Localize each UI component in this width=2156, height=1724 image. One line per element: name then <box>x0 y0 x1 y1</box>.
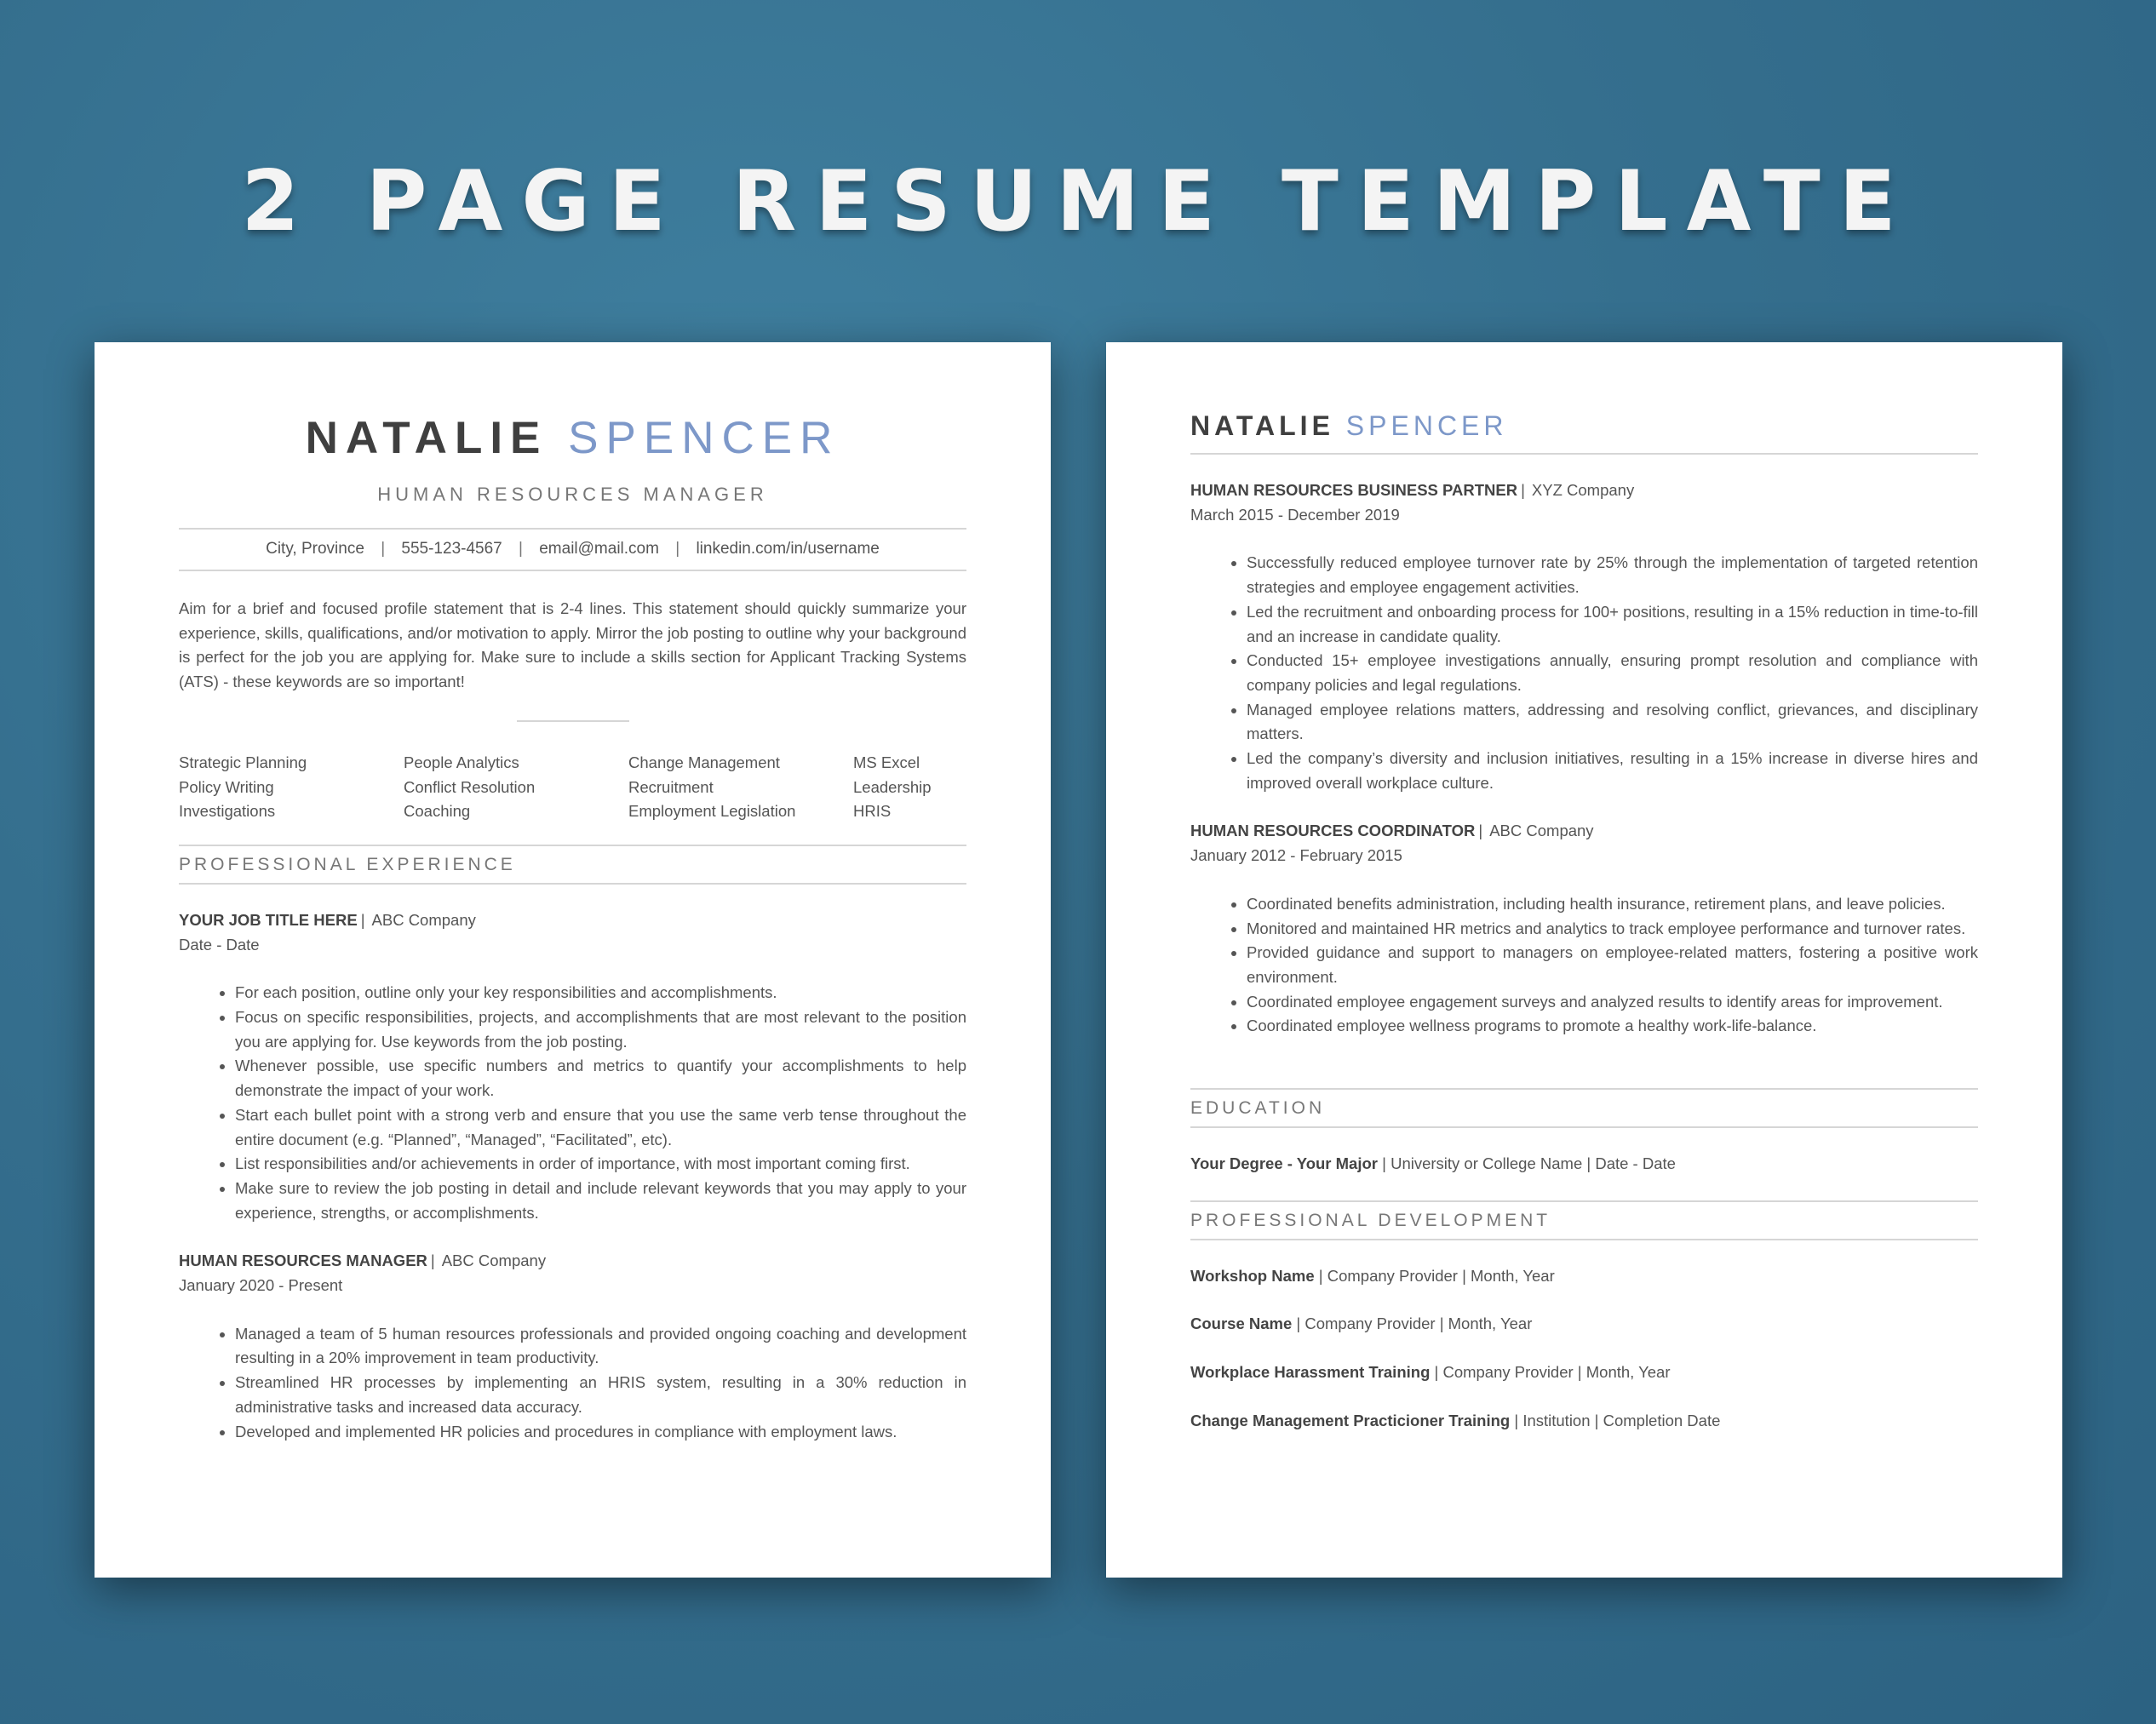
bullet-item: • Monitored and maintained HR metrics and analytics to track employee performance and turnover rates. <box>1247 917 1978 942</box>
job-title: HUMAN RESOURCES BUSINESS PARTNER <box>1190 481 1518 499</box>
section-heading-education: EDUCATION <box>1190 1098 1326 1119</box>
development-entry <box>1190 1264 1978 1289</box>
resume-page-2 <box>1106 342 2062 1578</box>
skill-item: HRIS <box>853 802 892 821</box>
development-details: | Company Provider | Month, Year <box>1296 1314 1533 1333</box>
job-title-heading: HUMAN RESOURCES MANAGER <box>377 484 768 505</box>
skill-item: MS Excel <box>853 753 920 771</box>
job-bullets <box>179 981 966 1225</box>
divider <box>179 883 966 885</box>
job-dates: Date - Date <box>179 935 260 954</box>
job-dates: January 2012 - February 2015 <box>1190 846 1402 865</box>
bullet-item: • Coordinated employee wellness programs to promote a healthy work-life-balance. <box>1247 1014 1978 1039</box>
job-dates: March 2015 - December 2019 <box>1190 505 1400 524</box>
resume-page-1 <box>95 342 1051 1578</box>
development-entry <box>1190 1360 1978 1385</box>
section-heading-development: PROFESSIONAL DEVELOPMENT <box>1190 1210 1551 1230</box>
skill-item: Policy Writing <box>179 777 274 796</box>
bullet-item: • Provided guidance and support to managers on employee-related matters, fostering a positive work environment. <box>1247 941 1978 989</box>
development-details: | Institution | Completion Date <box>1514 1411 1721 1429</box>
contact-linkedin: linkedin.com/in/username <box>696 540 880 558</box>
education-degree: Your Degree - Your Major <box>1190 1154 1378 1173</box>
job-bullets <box>1190 892 1978 1039</box>
development-name: Workplace Harassment Training <box>1190 1363 1431 1382</box>
contact-phone: 555-123-4567 <box>401 540 502 558</box>
skills-grid <box>179 751 966 824</box>
job-bullets <box>179 1322 966 1445</box>
contact-location: City, Province <box>266 540 364 558</box>
contact-separator: | <box>519 540 523 558</box>
profile-summary: Aim for a brief and focused profile statement that is 2-4 lines. This statement should quickly summarize your experience, skills, qualifications, and/or motivation to apply. Mirror the job posting to outline why your background is perfect for the job you are applying for. Make sure to include a skills section for Applicant Tracking Systems (ATS) - these keywords are so important! <box>179 599 966 691</box>
bullet-item: • Focus on specific responsibilities, projects, and accomplishments that are most relevant to the position you are applying for. Use keywords from the job posting. <box>235 1005 966 1054</box>
development-entry <box>1190 1409 1978 1434</box>
bullet-item: • Coordinated benefits administration, including health insurance, retirement plans, and leave policies. <box>1247 892 1978 917</box>
skill-item: Recruitment <box>628 777 714 796</box>
job-header: HUMAN RESOURCES BUSINESS PARTNER | XYZ Company <box>1190 481 1635 499</box>
divider <box>1190 1239 1978 1240</box>
skill-item: Change Management <box>628 753 780 771</box>
skill-item: Leadership <box>853 777 932 796</box>
development-name: Course Name <box>1190 1314 1293 1333</box>
short-divider <box>517 720 629 722</box>
contact-separator: | <box>675 540 680 558</box>
resume-name <box>1190 409 1978 443</box>
divider <box>1190 453 1978 455</box>
bullet-item: • Conducted 15+ employee investigations annually, ensuring prompt resolution and compliance with company policies and legal regulations. <box>1247 649 1978 697</box>
job-title: HUMAN RESOURCES COORDINATOR <box>1190 822 1476 840</box>
skill-item: People Analytics <box>404 753 519 771</box>
skill-item: Employment Legislation <box>628 802 796 821</box>
contact-email: email@mail.com <box>539 540 659 558</box>
contact-line <box>179 530 966 570</box>
bullet-item: • Led the recruitment and onboarding process for 100+ positions, resulting in a 15% reduction in time-to-fill and an increase in candidate quality. <box>1247 600 1978 649</box>
job-entry <box>179 1249 966 1444</box>
bullet-item: • Coordinated employee engagement surveys and analyzed results to identify areas for improvement. <box>1247 990 1978 1015</box>
first-name: NATALIE <box>1190 410 1334 441</box>
last-name: SPENCER <box>1345 410 1508 441</box>
bullet-item: • Make sure to review the job posting in detail and include relevant keywords that you may apply to your experience, strengths, or accomplishments. <box>235 1177 966 1225</box>
bullet-item: • List responsibilities and/or achievements in order of importance, with most important coming first. <box>235 1152 966 1177</box>
skill-item: Coaching <box>404 802 471 821</box>
development-details: | Company Provider | Month, Year <box>1318 1266 1555 1285</box>
skill-item: Investigations <box>179 802 276 821</box>
development-name: Change Management Practicioner Training <box>1190 1411 1511 1429</box>
bullet-item: • For each position, outline only your key responsibilities and accomplishments. <box>235 981 966 1005</box>
development-entry <box>1190 1312 1978 1337</box>
resume-name <box>179 409 966 468</box>
job-header: HUMAN RESOURCES COORDINATOR | ABC Company <box>1190 822 1594 840</box>
bullet-item: • Managed employee relations matters, addressing and resolving conflict, grievances, and disciplinary matters. <box>1247 698 1978 747</box>
first-name: NATALIE <box>305 413 548 463</box>
job-entry <box>1190 478 1978 795</box>
job-header: HUMAN RESOURCES MANAGER | ABC Company <box>179 1251 547 1270</box>
contact-separator: | <box>381 540 386 558</box>
job-entry <box>179 908 966 1225</box>
job-header: YOUR JOB TITLE HERE | ABC Company <box>179 910 476 929</box>
job-dates: January 2020 - Present <box>179 1276 343 1295</box>
bullet-item: • Whenever possible, use specific numbers and metrics to quantify your accomplishments to help demonstrate the impact of your work. <box>235 1054 966 1103</box>
skill-item: Conflict Resolution <box>404 777 536 796</box>
bullet-item: • Streamlined HR processes by implementing an HRIS system, resulting in a 30% reduction in administrative tasks and increased data accuracy. <box>235 1371 966 1419</box>
job-title: YOUR JOB TITLE HERE <box>179 910 358 929</box>
job-company: ABC Company <box>441 1251 547 1270</box>
bullet-item: • Start each bullet point with a strong verb and ensure that you use the same verb tense throughout the entire document (e.g. “Planned”, “Managed”, “Facilitated”, etc). <box>235 1103 966 1152</box>
bullet-item: • Developed and implemented HR policies and procedures in compliance with employment laws. <box>235 1420 966 1445</box>
job-company: XYZ Company <box>1531 481 1635 499</box>
education-entry <box>1190 1152 1978 1177</box>
section-heading-experience: PROFESSIONAL EXPERIENCE <box>179 854 516 874</box>
job-company: ABC Company <box>1489 822 1594 840</box>
skill-item: Strategic Planning <box>179 753 307 771</box>
divider <box>1190 1126 1978 1128</box>
development-details: | Company Provider | Month, Year <box>1434 1363 1671 1382</box>
education-details: | University or College Name | Date - Date <box>1382 1154 1676 1173</box>
development-name: Workshop Name <box>1190 1266 1315 1285</box>
bullet-item: • Successfully reduced employee turnover rate by 25% through the implementation of targeted retention strategies and employee engagement activities. <box>1247 551 1978 599</box>
job-entry <box>1190 819 1978 1039</box>
job-company: ABC Company <box>371 910 476 929</box>
job-title: HUMAN RESOURCES MANAGER <box>179 1251 427 1270</box>
bullet-item: • Managed a team of 5 human resources professionals and provided ongoing coaching and development resulting in a 20% improvement in team productivity. <box>235 1322 966 1371</box>
headline: 2 PAGE RESUME TEMPLATE <box>241 153 1915 250</box>
job-bullets <box>1190 551 1978 795</box>
bullet-item: • Led the company’s diversity and inclusion initiatives, resulting in a 15% increase in diverse hires and improved overall workplace culture. <box>1247 747 1978 795</box>
divider <box>179 570 966 571</box>
last-name: SPENCER <box>568 413 840 463</box>
